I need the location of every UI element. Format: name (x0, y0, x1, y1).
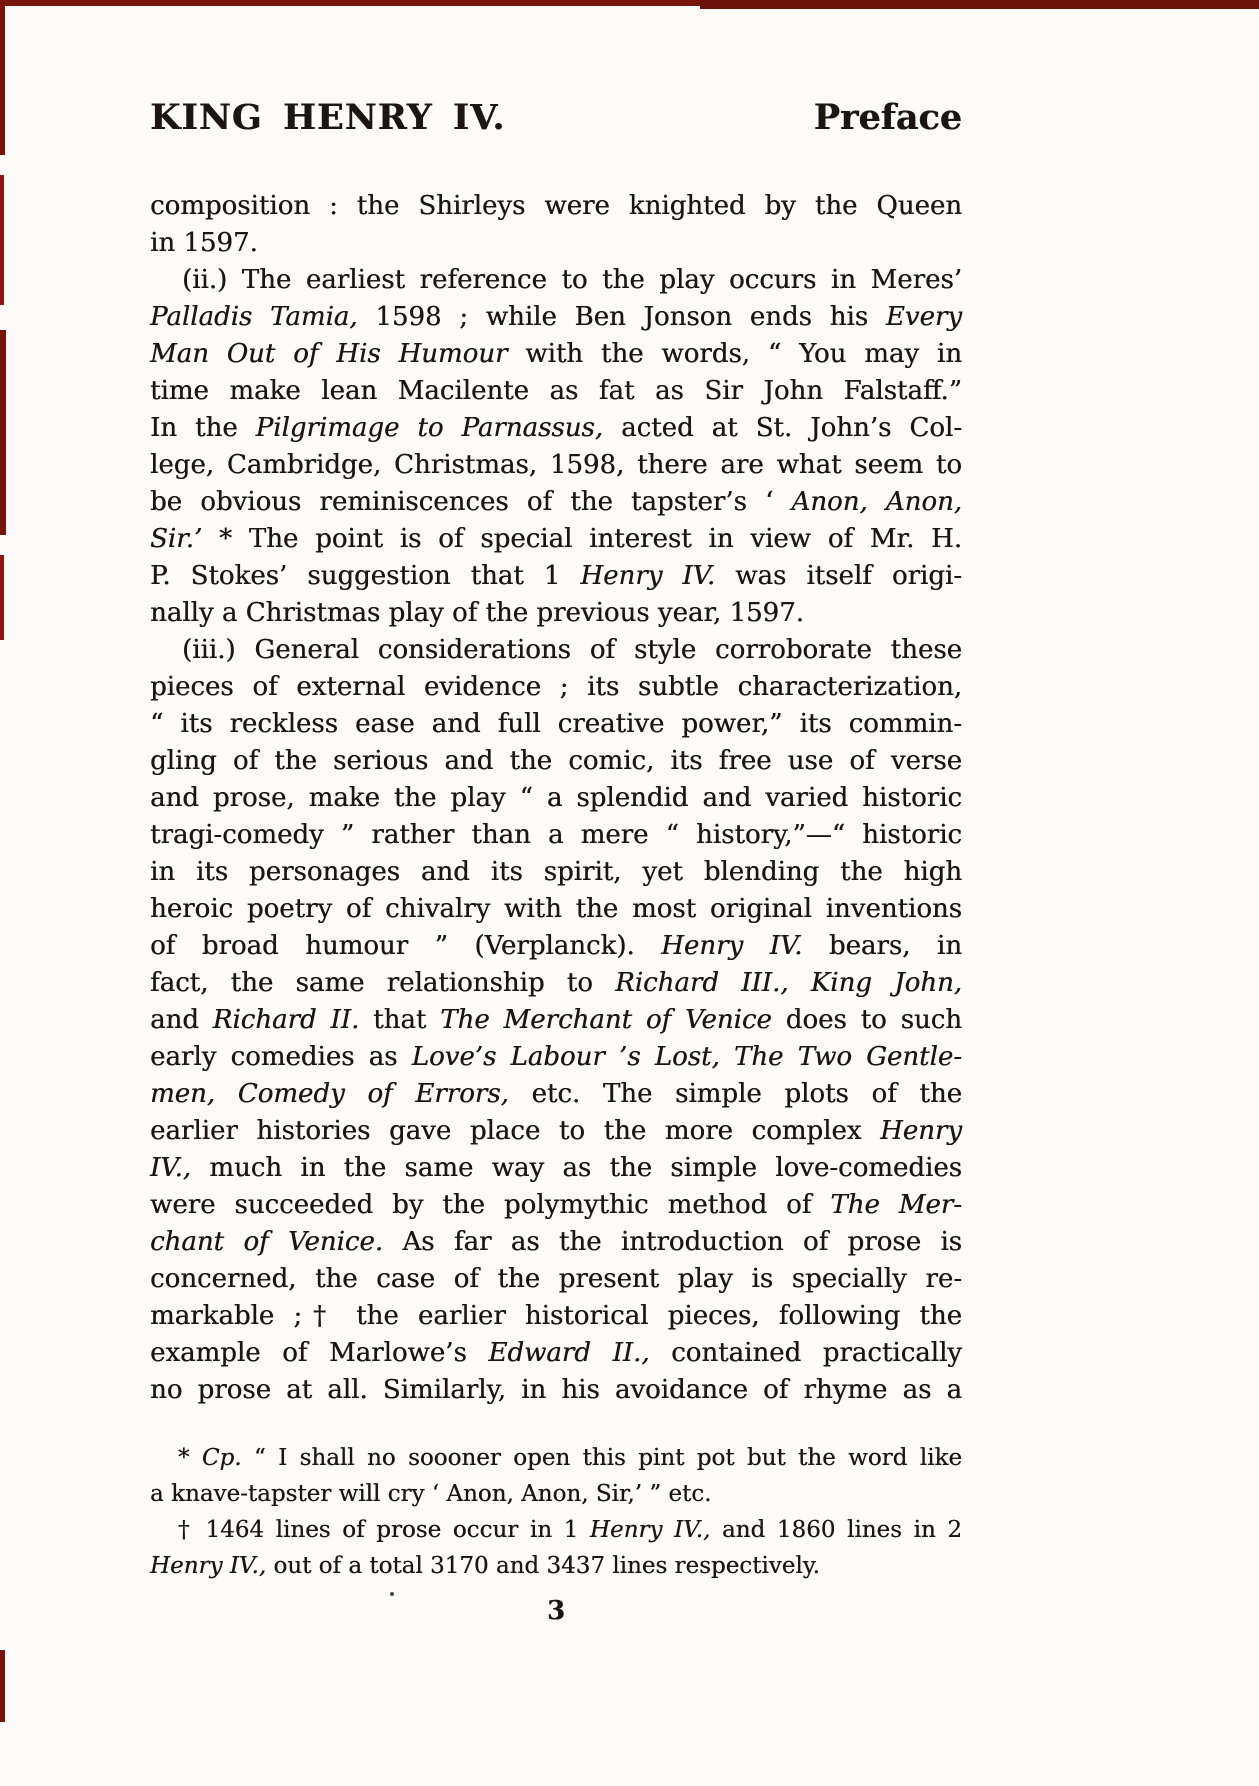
italic-text-segment: Every (885, 302, 962, 332)
italic-text-segment: Richard II. (212, 1005, 360, 1035)
text-segment: much in the same way as the simple love-comedies (191, 1153, 962, 1183)
text-line (150, 225, 962, 262)
text-line (150, 1002, 962, 1039)
text-line (150, 669, 962, 706)
text-line (150, 1335, 962, 1372)
text-segment: time make lean Macilente as fat as Sir John Falstaff.” (150, 376, 962, 406)
scan-artifact-left-edge-2 (0, 175, 4, 305)
text-line (150, 632, 962, 669)
text-line (150, 1076, 962, 1113)
italic-text-segment: Man Out of His Humour (150, 339, 508, 369)
text-line (150, 1512, 962, 1548)
text-line (150, 1187, 962, 1224)
page-header (150, 97, 962, 138)
text-segment: etc. The simple plots of the (508, 1079, 962, 1109)
text-line (150, 336, 962, 373)
italic-text-segment: Love’s Labour ’s Lost, The Two Gentle- (411, 1042, 962, 1072)
italic-text-segment: chant of Venice. (150, 1227, 384, 1257)
italic-text-segment: The Mer- (830, 1190, 962, 1220)
footnotes (150, 1440, 962, 1584)
scan-artifact-left-edge-4 (0, 555, 4, 640)
scan-artifact-top-edge-2 (700, 0, 1259, 9)
text-line (150, 1476, 962, 1512)
text-segment: be obvious reminiscences of the tapster’s ‘ (150, 487, 792, 517)
text-segment: and prose, make the play “ a splendid and varied historic (150, 783, 962, 813)
text-segment: of broad humour ” (Verplanck). (150, 931, 662, 961)
italic-text-segment: IV., (150, 1153, 192, 1183)
text-segment: † 1464 lines of prose occur in 1 (178, 1517, 590, 1543)
text-line (150, 706, 962, 743)
text-segment: “ I shall no soooner open this pint pot but the word like (241, 1445, 962, 1471)
text-segment: early comedies as (150, 1042, 412, 1072)
text-segment: nally a Christmas play of the previous year, 1597. (150, 598, 804, 628)
text-line (150, 743, 962, 780)
text-line (150, 262, 962, 299)
body-text (150, 188, 962, 1409)
text-segment: no prose at all. Similarly, in his avoidance of rhyme as a (150, 1375, 962, 1405)
text-segment: * (178, 1445, 202, 1471)
italic-text-segment: Henry IV., (589, 1517, 711, 1543)
text-segment: gling of the serious and the comic, its free use of verse (150, 746, 962, 776)
text-segment: does to such (771, 1005, 962, 1035)
text-segment: heroic poetry of chivalry with the most original inventions (150, 894, 962, 924)
text-segment: in 1597. (150, 228, 258, 258)
text-line (150, 188, 962, 225)
text-line (150, 1150, 962, 1187)
scan-artifact-left-edge-3 (0, 330, 6, 535)
text-segment: example of Marlowe’s (150, 1338, 489, 1368)
text-segment: In the (150, 413, 256, 443)
text-segment: that (359, 1005, 441, 1035)
section-title: Preface (813, 97, 962, 138)
text-line (150, 1224, 962, 1261)
text-line (150, 1548, 962, 1584)
italic-text-segment: Henry IV. (580, 561, 716, 591)
scan-artifact-bottom-left (0, 1650, 5, 1722)
text-segment: P. Stokes’ suggestion that 1 (150, 561, 581, 591)
text-segment: pieces of external evidence ; its subtle characterization, (150, 672, 962, 702)
italic-text-segment: men, Comedy of Errors, (150, 1079, 509, 1109)
text-line (150, 558, 962, 595)
italic-text-segment: Anon, Anon, (791, 487, 962, 517)
text-line (150, 484, 962, 521)
text-line (150, 854, 962, 891)
text-segment: were succeeded by the polymythic method of (150, 1190, 831, 1220)
italic-text-segment: Pilgrimage to Parnassus, (255, 413, 604, 443)
text-segment: earlier histories gave place to the more complex (150, 1116, 881, 1146)
text-line (150, 817, 962, 854)
text-line (150, 447, 962, 484)
text-segment: markable ;† the earlier historical pieces, following the (150, 1301, 962, 1331)
text-segment: in its personages and its spirit, yet blending the high (150, 857, 962, 887)
text-segment: (ii.) The earliest reference to the play occurs in Meres’ (182, 265, 962, 295)
text-line (150, 891, 962, 928)
text-segment: and (150, 1005, 213, 1035)
text-line (150, 1039, 962, 1076)
text-segment: “ its reckless ease and full creative power,” its commin- (150, 709, 962, 739)
page-number: 3 (546, 1596, 566, 1626)
text-line (150, 521, 962, 558)
italic-text-segment: Richard III., King John, (615, 968, 962, 998)
italic-text-segment: Cp. (201, 1445, 242, 1471)
text-line (150, 1113, 962, 1150)
text-segment: acted at St. John’s Col- (603, 413, 962, 443)
text-segment: concerned, the case of the present play is specially re- (150, 1264, 962, 1294)
text-segment: and 1860 lines in 2 (710, 1517, 962, 1543)
italic-text-segment: Sir.’ (150, 524, 203, 554)
italic-text-segment: Edward II., (488, 1338, 650, 1368)
text-segment: was itself origi- (715, 561, 962, 591)
text-segment: a knave-tapster will cry ‘ Anon, Anon, Sir,’ ” etc. (150, 1481, 712, 1507)
text-segment: fact, the same relationship to (150, 968, 616, 998)
text-segment: composition : the Shirleys were knighted by the Queen (150, 191, 962, 221)
scan-artifact-left-edge-1 (0, 0, 5, 155)
text-line (150, 1261, 962, 1298)
italic-text-segment: Henry (880, 1116, 962, 1146)
text-segment: tragi-comedy ” rather than a mere “ history,”—“ historic (150, 820, 962, 850)
text-line (150, 373, 962, 410)
running-title: KING HENRY IV. (150, 97, 506, 138)
text-segment: * The point is of special interest in view of Mr. H. (202, 524, 962, 554)
text-segment: contained practically (649, 1338, 962, 1368)
text-line (150, 410, 962, 447)
text-line (150, 928, 962, 965)
text-segment: (iii.) General considerations of style corroborate these (182, 635, 962, 665)
text-segment: As far as the introduction of prose is (383, 1227, 962, 1257)
text-line (150, 1372, 962, 1409)
italic-text-segment: Palladis Tamia, (150, 302, 358, 332)
text-line (150, 299, 962, 336)
text-segment: 1598 ; while Ben Jonson ends his (357, 302, 886, 332)
italic-text-segment: Henry IV. (661, 931, 803, 961)
text-line (150, 595, 962, 632)
text-segment: out of a total 3170 and 3437 lines respectively. (266, 1553, 820, 1579)
italic-text-segment: Henry IV., (150, 1553, 267, 1579)
italic-text-segment: The Merchant of Venice (440, 1005, 772, 1035)
text-line (150, 780, 962, 817)
text-line (150, 1298, 962, 1335)
text-segment: with the words, “ You may in (507, 339, 962, 369)
text-segment: bears, in (802, 931, 962, 961)
text-segment: lege, Cambridge, Christmas, 1598, there are what seem to (150, 450, 962, 480)
text-line (150, 1440, 962, 1476)
text-line (150, 965, 962, 1002)
